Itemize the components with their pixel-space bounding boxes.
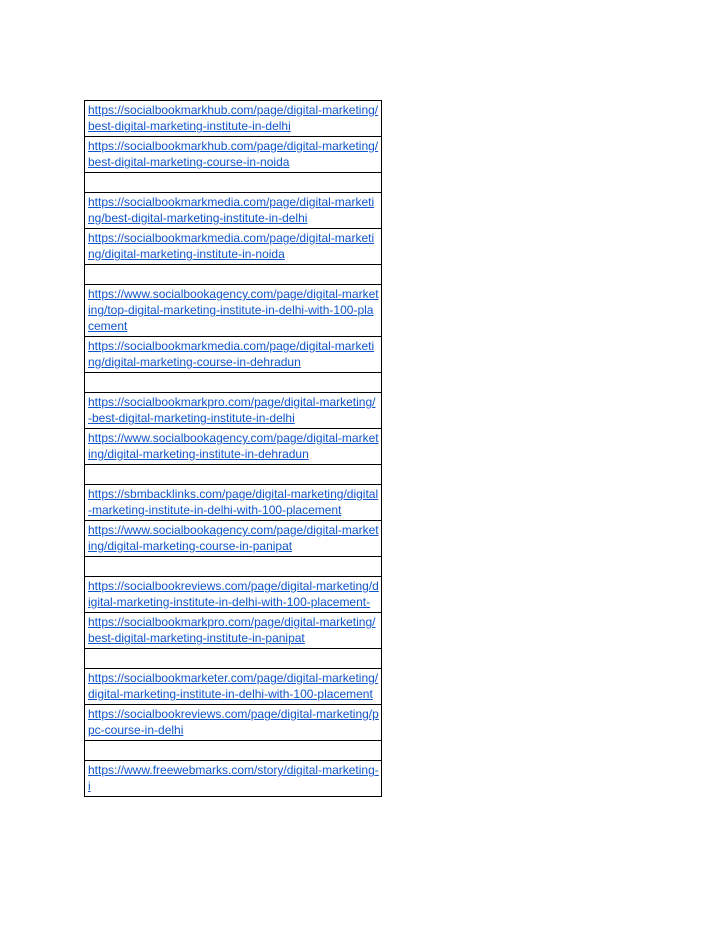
table-row bbox=[85, 137, 382, 173]
table-row bbox=[85, 521, 382, 557]
url-link[interactable]: https://socialbookmarkmedia.com/page/digital-marketing/digital-marketing-institute-in-noida bbox=[88, 231, 375, 261]
table-row bbox=[85, 705, 382, 741]
url-link[interactable]: https://socialbookreviews.com/page/digital-marketing/ppc-course-in-delhi bbox=[88, 707, 379, 737]
table-cell bbox=[85, 285, 382, 337]
url-link[interactable]: https://socialbookmarkhub.com/page/digital-marketing/best-digital-marketing-course-in-noida bbox=[88, 139, 379, 169]
table-cell bbox=[85, 229, 382, 265]
empty-cell bbox=[85, 373, 382, 393]
table-cell bbox=[85, 669, 382, 705]
table-row bbox=[85, 577, 382, 613]
table-cell bbox=[85, 577, 382, 613]
url-link[interactable]: https://www.socialbookagency.com/page/digital-marketing/top-digital-marketing-institute-in-delhi-with-100-placement bbox=[88, 287, 379, 333]
url-link[interactable]: https://socialbookmarkhub.com/page/digital-marketing/best-digital-marketing-institute-in-delhi bbox=[88, 103, 379, 133]
empty-row bbox=[85, 373, 382, 393]
table-cell bbox=[85, 761, 382, 797]
table-row bbox=[85, 393, 382, 429]
table-cell bbox=[85, 193, 382, 229]
url-link[interactable]: https://www.socialbookagency.com/page/digital-marketing/digital-marketing-institute-in-dehradun bbox=[88, 431, 379, 461]
table-cell bbox=[85, 137, 382, 173]
empty-row bbox=[85, 465, 382, 485]
table-row bbox=[85, 761, 382, 797]
url-link[interactable]: https://sbmbacklinks.com/page/digital-marketing/digital-marketing-institute-in-delhi-with-100-placement bbox=[88, 487, 379, 517]
table-row bbox=[85, 669, 382, 705]
table-row bbox=[85, 229, 382, 265]
url-link[interactable]: https://socialbookmarkpro.com/page/digital-marketing/best-digital-marketing-institute-in-panipat bbox=[88, 615, 376, 645]
table-cell bbox=[85, 337, 382, 373]
empty-cell bbox=[85, 649, 382, 669]
empty-row bbox=[85, 557, 382, 577]
url-link[interactable]: https://socialbookmarkmedia.com/page/digital-marketing/digital-marketing-course-in-dehradun bbox=[88, 339, 375, 369]
empty-row bbox=[85, 173, 382, 193]
table-cell bbox=[85, 101, 382, 137]
url-link[interactable]: https://socialbookmarkmedia.com/page/digital-marketing/best-digital-marketing-institute-in-delhi bbox=[88, 195, 375, 225]
table-cell bbox=[85, 429, 382, 465]
table-row bbox=[85, 613, 382, 649]
table-cell bbox=[85, 705, 382, 741]
url-link[interactable]: https://www.socialbookagency.com/page/digital-marketing/digital-marketing-course-in-panipat bbox=[88, 523, 379, 553]
table-cell bbox=[85, 393, 382, 429]
table-row bbox=[85, 101, 382, 137]
table-row bbox=[85, 285, 382, 337]
empty-cell bbox=[85, 741, 382, 761]
url-link[interactable]: https://socialbookmarketer.com/page/digital-marketing/digital-marketing-institute-in-delhi-with-100-placement bbox=[88, 671, 379, 701]
empty-row bbox=[85, 649, 382, 669]
empty-cell bbox=[85, 265, 382, 285]
empty-row bbox=[85, 265, 382, 285]
table-cell bbox=[85, 521, 382, 557]
url-link[interactable]: https://www.freewebmarks.com/story/digital-marketing-i bbox=[88, 763, 379, 793]
table-row bbox=[85, 429, 382, 465]
table-cell bbox=[85, 485, 382, 521]
url-link[interactable]: https://socialbookmarkpro.com/page/digital-marketing/-best-digital-marketing-institute-in-delhi bbox=[88, 395, 376, 425]
table-row bbox=[85, 193, 382, 229]
empty-cell bbox=[85, 557, 382, 577]
empty-cell bbox=[85, 465, 382, 485]
empty-row bbox=[85, 741, 382, 761]
link-table bbox=[84, 100, 382, 797]
table-row bbox=[85, 485, 382, 521]
url-link[interactable]: https://socialbookreviews.com/page/digital-marketing/digital-marketing-institute-in-delhi-with-100-placement- bbox=[88, 579, 379, 609]
empty-cell bbox=[85, 173, 382, 193]
table-row bbox=[85, 337, 382, 373]
table-cell bbox=[85, 613, 382, 649]
